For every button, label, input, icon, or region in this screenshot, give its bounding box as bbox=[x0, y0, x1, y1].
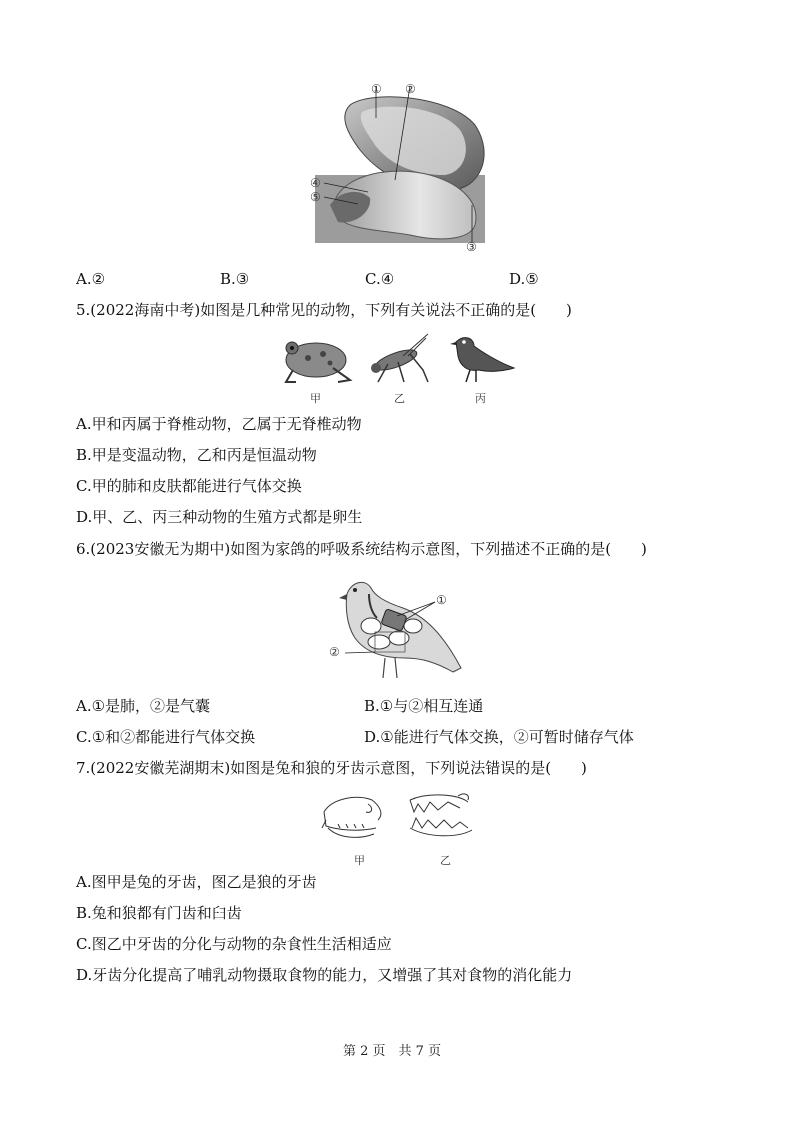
respiratory-label-1: ① bbox=[436, 593, 447, 607]
animal-label-bing: 丙 bbox=[475, 392, 486, 405]
pigeon-respiratory-figure bbox=[325, 572, 465, 687]
mussel-label-5: ⑤ bbox=[310, 190, 321, 204]
q4-option-c[interactable]: C.④ bbox=[365, 270, 395, 288]
animals-figure bbox=[278, 330, 518, 408]
teeth-label-jia: 甲 bbox=[354, 854, 365, 867]
q5-option-d[interactable]: D.甲、乙、丙三种动物的生殖方式都是卵生 bbox=[76, 508, 363, 526]
q4-option-b[interactable]: B.③ bbox=[220, 270, 250, 288]
q6-option-b[interactable]: B.①与②相互连通 bbox=[364, 697, 484, 715]
rabbit-teeth-icon bbox=[322, 797, 381, 837]
teeth-figure bbox=[318, 790, 478, 870]
animals-image bbox=[278, 330, 518, 388]
q7-option-c[interactable]: C.图乙中牙齿的分化与动物的杂食性生活相适应 bbox=[76, 935, 392, 953]
q6-option-a[interactable]: A.①是肺，②是气囊 bbox=[76, 697, 211, 715]
grasshopper-icon bbox=[371, 334, 428, 382]
pigeon-respiratory-diagram bbox=[325, 572, 465, 687]
frog-icon bbox=[286, 342, 350, 382]
q7-option-a[interactable]: A.图甲是兔的牙齿，图乙是狼的牙齿 bbox=[76, 873, 317, 891]
wolf-teeth-icon bbox=[410, 794, 472, 836]
q7-option-b[interactable]: B.兔和狼都有门齿和臼齿 bbox=[76, 904, 242, 922]
mussel-label-2: ② bbox=[405, 82, 416, 96]
animal-label-jia: 甲 bbox=[310, 392, 321, 405]
q5-option-a[interactable]: A.甲和丙属于脊椎动物，乙属于无脊椎动物 bbox=[76, 415, 362, 433]
q5-stem: 5.(2022海南中考)如图是几种常见的动物，下列有关说法不正确的是( ) bbox=[76, 301, 572, 319]
mussel-label-4: ④ bbox=[310, 176, 321, 190]
teeth-label-yi: 乙 bbox=[440, 854, 451, 867]
q4-option-a[interactable]: A.② bbox=[76, 270, 106, 288]
q7-stem: 7.(2022安徽芜湖期末)如图是兔和狼的牙齿示意图，下列说法错误的是( ) bbox=[76, 759, 587, 777]
pigeon-icon bbox=[450, 338, 514, 382]
mussel-label-1: ① bbox=[371, 82, 382, 96]
mussel-figure bbox=[300, 80, 500, 260]
q6-stem: 6.(2023安徽无为期中)如图为家鸽的呼吸系统结构示意图，下列描述不正确的是( ) bbox=[76, 540, 647, 558]
respiratory-label-2: ② bbox=[329, 645, 340, 659]
q5-option-c[interactable]: C.甲的肺和皮肤都能进行气体交换 bbox=[76, 477, 302, 495]
mussel-image bbox=[300, 80, 500, 260]
teeth-diagram bbox=[318, 790, 478, 848]
q4-option-d[interactable]: D.⑤ bbox=[509, 270, 539, 288]
q5-option-b[interactable]: B.甲是变温动物，乙和丙是恒温动物 bbox=[76, 446, 317, 464]
mussel-label-3: ③ bbox=[466, 240, 477, 254]
q7-option-d[interactable]: D.牙齿分化提高了哺乳动物摄取食物的能力，又增强了其对食物的消化能力 bbox=[76, 966, 573, 984]
animal-label-yi: 乙 bbox=[394, 392, 405, 405]
q6-option-c[interactable]: C.①和②都能进行气体交换 bbox=[76, 728, 256, 746]
q6-option-d[interactable]: D.①能进行气体交换，②可暂时储存气体 bbox=[364, 728, 634, 746]
page-footer: 第 2 页 共 7 页 bbox=[343, 1044, 442, 1059]
